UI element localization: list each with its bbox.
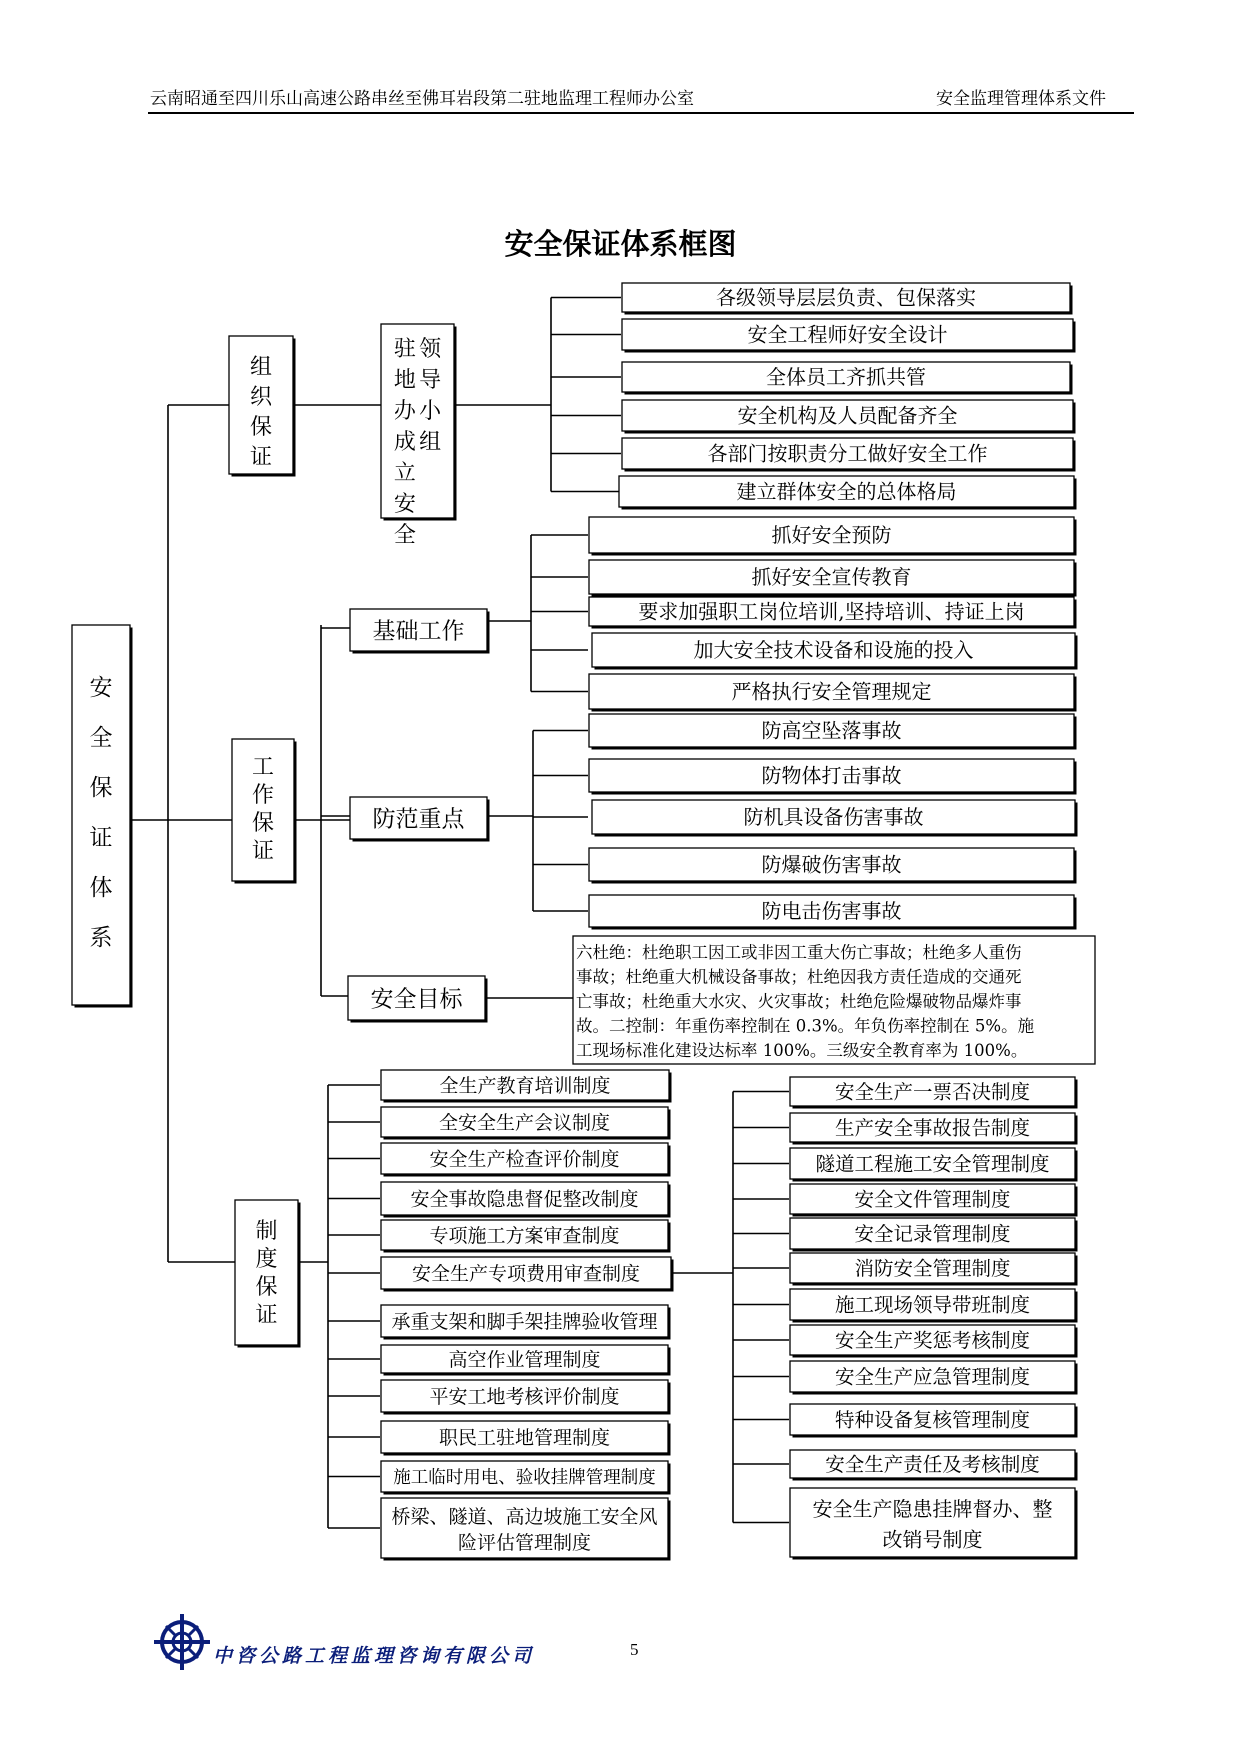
system-guarantee-box [235,1200,301,1348]
svg-text:承重支架和脚手架挂牌验收管理: 承重支架和脚手架挂牌验收管理 [391,1310,658,1333]
svg-text:防物体打击事故: 防物体打击事故 [761,763,902,788]
svg-text:织: 织 [249,385,273,410]
system-right-item-2 [790,1113,1078,1145]
safety-target-box [348,976,488,1023]
system-left-bracket [328,1085,380,1528]
svg-text:安全生产隐患挂牌督办、整: 安全生产隐患挂牌督办、整 [812,1496,1053,1521]
system-right-item-10 [790,1404,1078,1438]
svg-text:驻: 驻 [393,337,416,362]
svg-text:各部门按职责分工做好安全工作: 各部门按职责分工做好安全工作 [707,441,988,466]
prevent-item-2 [589,759,1077,795]
svg-text:险评估管理制度: 险评估管理制度 [457,1532,592,1555]
svg-text:办: 办 [393,399,416,424]
system-left-item-12 [381,1498,671,1561]
svg-text:抓好安全宣传教育: 抓好安全宣传教育 [751,565,912,590]
svg-text:全安全生产会议制度: 全安全生产会议制度 [438,1111,611,1134]
system-left-item-9 [381,1380,671,1415]
svg-text:度: 度 [255,1247,278,1272]
header-left: 云南昭通至四川乐山高速公路串丝至佛耳岩段第二驻地监理工程师办公室 [150,89,694,108]
svg-text:安全生产责任及考核制度: 安全生产责任及考核制度 [825,1453,1040,1477]
svg-text:全生产教育培训制度: 全生产教育培训制度 [439,1074,611,1097]
svg-text:生产安全事故报告制度: 生产安全事故报告制度 [834,1116,1031,1140]
svg-text:保: 保 [251,811,275,836]
svg-text:防范重点: 防范重点 [372,806,465,833]
svg-text:安: 安 [393,492,416,517]
work-guarantee-box [232,739,297,884]
svg-text:安全目标: 安全目标 [370,986,463,1013]
org-guarantee-box [229,336,296,477]
system-left-item-2 [381,1107,671,1140]
safety-target-line: 故。二控制：年重伤率控制在 0.3%。年负伤率控制在 5%。施 [576,1016,1035,1036]
system-right-bracket [733,1092,789,1523]
system-right-item-12 [790,1488,1078,1560]
system-right-item-4 [790,1184,1078,1217]
prevent-items-bracket [533,731,588,912]
svg-text:工: 工 [251,755,275,780]
svg-text:保: 保 [89,775,113,801]
svg-text:桥梁、隧道、高边坡施工安全风: 桥梁、隧道、高边坡施工安全风 [391,1505,658,1528]
system-right-item-1 [790,1077,1078,1109]
prevent-item-5 [589,895,1077,930]
svg-text:全: 全 [89,725,113,751]
svg-text:职民工驻地管理制度: 职民工驻地管理制度 [438,1426,611,1449]
org-item-4 [622,400,1076,434]
svg-text:系: 系 [89,925,113,951]
system-left-item-5 [381,1220,671,1253]
svg-text:防高空坠落事故: 防高空坠落事故 [761,718,902,743]
svg-text:防机具设备伤害事故: 防机具设备伤害事故 [743,805,924,830]
system-left-item-11 [381,1461,671,1495]
svg-text:施工现场领导带班制度: 施工现场领导带班制度 [834,1293,1031,1317]
svg-text:安全生产检查评价制度: 安全生产检查评价制度 [429,1148,620,1171]
org-item-5 [622,438,1076,472]
svg-text:各级领导层层负责、包保落实: 各级领导层层负责、包保落实 [716,285,976,310]
svg-text:建立群体安全的总体格局: 建立群体安全的总体格局 [736,479,957,504]
header-right: 安全监理管理体系文件 [936,89,1106,108]
svg-text:全: 全 [393,523,416,548]
basic-work-box [350,609,490,654]
org-item-1 [622,283,1073,315]
prevent-item-3 [592,800,1078,837]
prevent-item-4 [589,848,1077,884]
safety-target-line: 事故；杜绝重大机械设备事故；杜绝因我方责任造成的交通死 [576,967,1022,987]
prevent-focus-box [350,797,490,842]
system-left-item-3 [381,1143,671,1177]
svg-text:证: 证 [255,1303,278,1328]
system-right-item-3 [790,1148,1078,1182]
svg-text:安全文件管理制度: 安全文件管理制度 [854,1188,1011,1212]
svg-text:保: 保 [249,415,273,440]
system-right-item-9 [790,1361,1078,1395]
svg-text:基础工作: 基础工作 [372,618,465,645]
prevent-item-1 [589,714,1077,750]
svg-text:安全生产专项费用审查制度: 安全生产专项费用审查制度 [411,1262,641,1285]
svg-text:特种设备复核管理制度: 特种设备复核管理制度 [834,1408,1031,1432]
svg-text:隧道工程施工安全管理制度: 隧道工程施工安全管理制度 [815,1152,1050,1176]
safety-target-line: 亡事故；杜绝重大水灾、火灾事故；杜绝危险爆破物品爆炸事 [576,992,1022,1011]
system-right-item-8 [790,1325,1078,1358]
safety-target-line: 工现场标准化建设达标率 100%。三级安全教育率为 100%。 [576,1041,1028,1060]
safety-target-line: 六杜绝：杜绝职工因工或非因工重大伤亡事故；杜绝多人重伤 [576,943,1022,962]
svg-text:防电击伤害事故: 防电击伤害事故 [761,899,902,924]
svg-text:安全生产应急管理制度: 安全生产应急管理制度 [834,1365,1031,1389]
svg-text:组: 组 [249,355,273,380]
svg-text:组: 组 [419,430,442,455]
basic-item-4 [592,633,1078,670]
svg-text:安: 安 [89,675,113,701]
root-box-safety-system [72,625,133,1008]
svg-text:领: 领 [419,337,442,362]
basic-item-3 [589,597,1077,629]
svg-text:安全事故隐患督促整改制度: 安全事故隐患督促整改制度 [410,1188,639,1211]
svg-text:立: 立 [393,461,416,486]
svg-text:证: 证 [249,445,273,470]
svg-text:平安工地考核评价制度: 平安工地考核评价制度 [429,1385,620,1408]
basic-item-1 [589,517,1077,556]
svg-text:导: 导 [419,368,442,393]
svg-text:严格执行安全管理规定: 严格执行安全管理规定 [731,679,932,704]
basic-items-bracket [531,535,588,692]
svg-text:加大安全技术设备和设施的投入: 加大安全技术设备和设施的投入 [693,638,974,663]
svg-text:作: 作 [251,783,275,808]
org-item-2 [622,319,1076,353]
svg-text:消防安全管理制度: 消防安全管理制度 [854,1257,1011,1281]
svg-text:安全生产奖惩考核制度: 安全生产奖惩考核制度 [834,1329,1031,1353]
system-right-item-11 [790,1450,1078,1481]
svg-text:防爆破伤害事故: 防爆破伤害事故 [761,852,902,877]
svg-text:高空作业管理制度: 高空作业管理制度 [448,1348,601,1371]
svg-text:成: 成 [393,430,416,455]
footer-company-name: 中咨公路工程监理咨询有限公司 [213,1645,536,1667]
company-logo-icon [152,1612,212,1672]
system-left-item-6 [381,1257,674,1292]
svg-text:证: 证 [251,839,275,864]
safety-target-text-box [573,936,1095,1064]
svg-text:安全记录管理制度: 安全记录管理制度 [854,1222,1011,1246]
svg-text:制: 制 [255,1219,278,1244]
svg-text:证: 证 [89,825,113,851]
svg-text:施工临时用电、验收挂牌管理制度: 施工临时用电、验收挂牌管理制度 [393,1467,656,1488]
svg-text:专项施工方案审查制度: 专项施工方案审查制度 [429,1224,620,1247]
svg-text:地: 地 [393,368,416,393]
org-item-3 [622,362,1073,395]
system-left-item-8 [381,1345,671,1376]
svg-text:安全机构及人员配备齐全: 安全机构及人员配备齐全 [737,403,958,428]
svg-text:保: 保 [255,1275,278,1300]
svg-text:全体员工齐抓共管: 全体员工齐抓共管 [766,365,926,390]
svg-text:安全工程师好安全设计: 安全工程师好安全设计 [747,322,948,347]
svg-text:体: 体 [89,875,113,901]
system-left-item-4 [381,1182,671,1218]
system-right-item-7 [790,1289,1078,1323]
org-subgroup-box [381,324,457,548]
basic-item-2 [589,560,1077,597]
svg-text:抓好安全预防: 抓好安全预防 [771,523,892,548]
org-item-6 [619,476,1077,510]
system-left-item-7 [381,1305,671,1340]
page-title: 安全保证体系框图 [504,227,737,261]
svg-text:安全生产一票否决制度: 安全生产一票否决制度 [834,1080,1031,1104]
basic-item-5 [589,674,1077,712]
org-items-bracket [551,298,621,492]
system-right-item-6 [790,1253,1078,1286]
system-right-item-5 [790,1218,1078,1252]
svg-text:要求加强职工岗位培训,坚持培训、持证上岗: 要求加强职工岗位培训,坚持培训、持证上岗 [638,599,1025,624]
svg-text:改销号制度: 改销号制度 [882,1527,983,1552]
system-left-item-1 [381,1070,672,1103]
page-number: 5 [630,1640,639,1659]
system-left-item-10 [381,1421,671,1456]
svg-text:小: 小 [419,399,442,424]
